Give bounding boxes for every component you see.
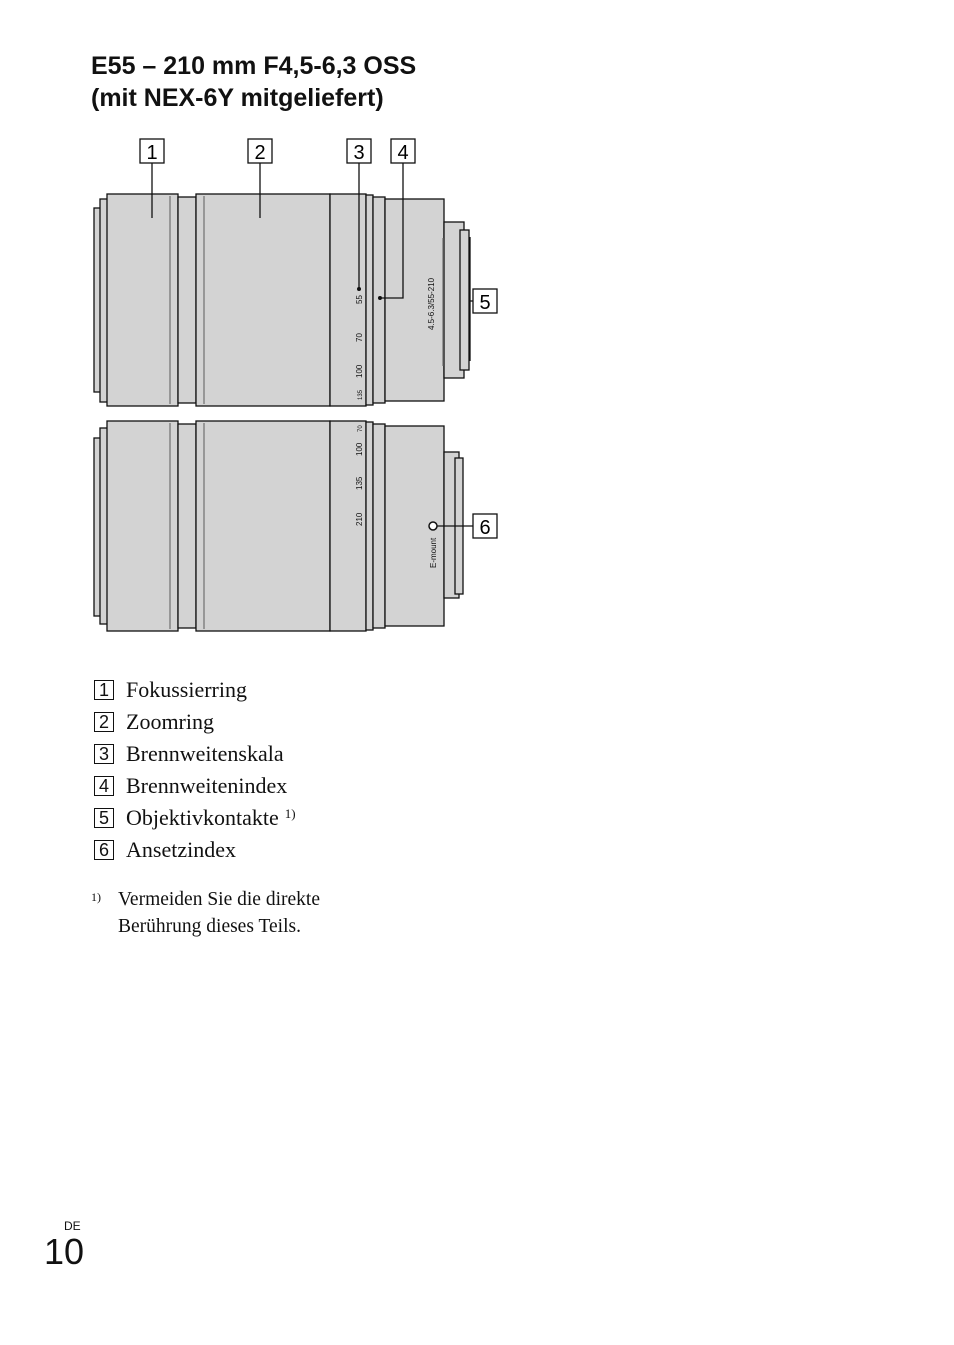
legend-label: Objektivkontakte bbox=[126, 805, 279, 830]
callout-4 bbox=[391, 139, 415, 164]
footnote-reference: 1) bbox=[284, 806, 296, 821]
legend-label: Zoomring bbox=[126, 709, 214, 734]
legend-number: 3 bbox=[94, 744, 114, 764]
legend-number: 5 bbox=[94, 808, 114, 828]
footnote bbox=[91, 886, 320, 940]
legend-item bbox=[94, 770, 296, 802]
svg-text:4: 4 bbox=[397, 142, 409, 164]
legend-item bbox=[94, 802, 296, 834]
svg-text:70: 70 bbox=[358, 425, 364, 432]
legend-number: 6 bbox=[94, 840, 114, 860]
lens-diagram bbox=[0, 0, 954, 660]
legend-item bbox=[94, 706, 296, 738]
svg-text:E-mount: E-mount bbox=[429, 537, 438, 568]
parts-legend bbox=[94, 674, 296, 866]
lens-upper-view bbox=[94, 194, 469, 406]
callout-1 bbox=[140, 139, 164, 164]
mount-index-mark bbox=[429, 522, 437, 530]
page-number: 10 bbox=[44, 1231, 85, 1272]
legend-label: Brennweitenindex bbox=[126, 773, 288, 798]
svg-text:2: 2 bbox=[254, 142, 266, 164]
callout-5 bbox=[473, 289, 497, 314]
legend-number: 4 bbox=[94, 776, 114, 796]
footnote-line-1: Vermeiden Sie die direkte bbox=[118, 889, 320, 910]
svg-text:6: 6 bbox=[479, 517, 491, 539]
callout-6 bbox=[473, 514, 497, 539]
svg-text:100: 100 bbox=[355, 364, 364, 378]
legend-label: Ansetzindex bbox=[126, 837, 236, 862]
callout-2 bbox=[248, 139, 272, 164]
svg-text:135: 135 bbox=[358, 389, 364, 400]
svg-text:5: 5 bbox=[479, 292, 491, 314]
footnote-line-2: Berührung dieses Teils. bbox=[118, 916, 301, 937]
svg-text:3: 3 bbox=[353, 142, 365, 164]
lens-lower-view bbox=[94, 421, 463, 631]
legend-item bbox=[94, 738, 296, 770]
svg-text:1: 1 bbox=[146, 142, 158, 164]
legend-label: Brennweitenskala bbox=[126, 741, 284, 766]
svg-text:135: 135 bbox=[355, 476, 364, 490]
legend-item bbox=[94, 834, 296, 866]
legend-number: 2 bbox=[94, 712, 114, 732]
page-language: DE bbox=[64, 1219, 81, 1233]
legend-label: Fokussierring bbox=[126, 677, 247, 702]
callout-3 bbox=[347, 139, 371, 164]
title-line-2: (mit NEX-6Y mitgeliefert) bbox=[91, 84, 384, 112]
svg-text:4.5-6.3/55-210: 4.5-6.3/55-210 bbox=[427, 277, 436, 330]
title-line-1: E55 – 210 mm F4,5-6,3 OSS bbox=[91, 52, 417, 80]
legend-number: 1 bbox=[94, 680, 114, 700]
svg-text:210: 210 bbox=[355, 512, 364, 526]
svg-text:100: 100 bbox=[355, 442, 364, 456]
legend-item bbox=[94, 674, 296, 706]
svg-text:70: 70 bbox=[355, 333, 364, 342]
svg-text:55: 55 bbox=[355, 295, 364, 304]
footnote-mark: 1) bbox=[91, 890, 101, 904]
